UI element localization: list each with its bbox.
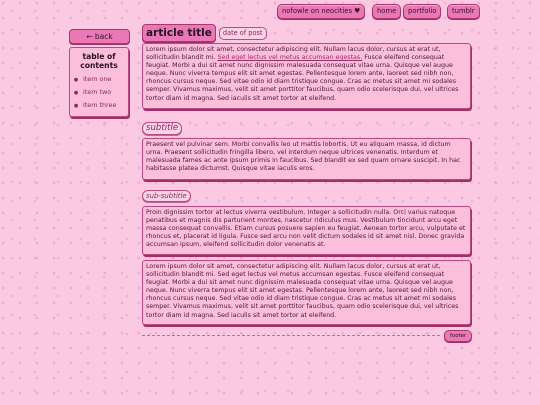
content-box-section: [142, 138, 471, 180]
article-header: [142, 24, 267, 42]
nav-nofowle-link[interactable]: nofowle on neocities ♥: [277, 4, 365, 19]
toc-item-label: item one: [83, 75, 112, 83]
nav-portfolio-link[interactable]: portfolio: [403, 4, 441, 19]
post-date-badge: date of post: [219, 27, 267, 40]
page-title: article title: [142, 24, 216, 42]
section-subsubtitle: sub-subtitle: [142, 190, 191, 202]
bullet-icon: ●: [73, 103, 79, 109]
table-of-contents: [69, 47, 129, 117]
paragraph-text: Fusce eleifend consequat feugiat. Morbi a dui sit amet nunc dignissim malesuada consequat vitae urna. Quisque vel augue neque. Nunc viverra tempus elit sit amet egestas. Pellentesque lorem ante, laoreet sed nibh non, rhoncus cursus neque. Sed vitae odio id diam tristique congue. Cras ac metus sit amet mi sodales semper. Vivamus maximus, velit sit amet porttitor faucibus, quam odio scelerisque dui, vel ultrices tortor diam id magna. Sed iaculis sit amet tortor at eleifend.: [146, 54, 459, 102]
toc-item-two[interactable]: [73, 88, 111, 96]
paragraph-text: Proin dignissim tortor at lectus viverra vestibulum. Integer a sollicitudin nulla. Orci varius natoque penatibus et magnis dis parturient montes, nascetur ridiculus mus. Vestibulum tincidunt arcu eget massa consequat convallis. Etiam cursus posuere sapien eu feugiat. Aenean tortor arcu, vulputate et rhoncus et, placerat id ligula. Fusce sed arcu non velit dictum sodales id sit amet nisl. Donec gravida accumsan ipsum, eleifend sollicitudin dolor venenatis at.: [146, 209, 466, 249]
paragraph-text: Praesent vel pulvinar sem. Morbi convallis leo ut mattis lobortis. Ut eu aliquam massa, id dictum urna. Praesent sollicitudin fringilla libero, vel interdum neque ultrices venenatis. Interdum et malesuada fames ac ante ipsum primis in faucibus. Sed blandit ex sed quam ornare suscipit. In hac habitasse platea dictumst. Quisque vitae iaculis eros.: [146, 141, 461, 173]
toc-item-label: item three: [83, 101, 117, 109]
footer-badge[interactable]: footer: [444, 330, 472, 342]
content-box-intro: [142, 43, 471, 109]
nav-home-link[interactable]: home: [372, 4, 401, 19]
content-box-closing: [142, 260, 471, 325]
nav-tumblr-link[interactable]: tumblr: [447, 4, 480, 19]
toc-item-three[interactable]: [73, 101, 116, 109]
bullet-icon: ●: [73, 90, 79, 96]
inline-link[interactable]: Sed eget lectus vel metus accumsan egestas.: [217, 54, 363, 62]
toc-item-one[interactable]: [73, 75, 111, 83]
toc-title: table of contents: [80, 52, 118, 70]
content-box-subsection: [142, 206, 471, 255]
paragraph-text: Lorem ipsum dolor sit amet, consectetur adipiscing elit. Nullam lacus dolor, cursus at erat ut, sollicitudin blandit mi.: [146, 46, 441, 62]
toc-item-label: item two: [83, 88, 112, 96]
bullet-icon: ●: [73, 77, 79, 83]
footer-divider: [142, 335, 440, 336]
paragraph-text: Lorem ipsum dolor sit amet, consectetur adipiscing elit. Nullam lacus dolor, cursus at erat ut, sollicitudin blandit mi. Sed eget lectus vel metus accumsan egestas. Fusce eleifend consequat feugiat. Morbi a dui sit amet nunc dignissim malesuada consequat vitae urna. Quisque vel augue neque. Nunc viverra tempus elit sit amet egestas. Pellentesque lorem ante, laoreet sed nibh non, rhoncus cursus neque. Sed vitae odio id diam tristique congue. Cras ac metus sit amet mi sodales semper. Vivamus maximus, velit sit amet porttitor faucibus, quam odio scelerisque dui, vel ultrices tortor diam id magna. Sed iaculis sit amet tortor at eleifend.: [146, 263, 459, 319]
section-subtitle: subtitle: [142, 122, 182, 135]
back-button[interactable]: ← back: [69, 29, 130, 44]
